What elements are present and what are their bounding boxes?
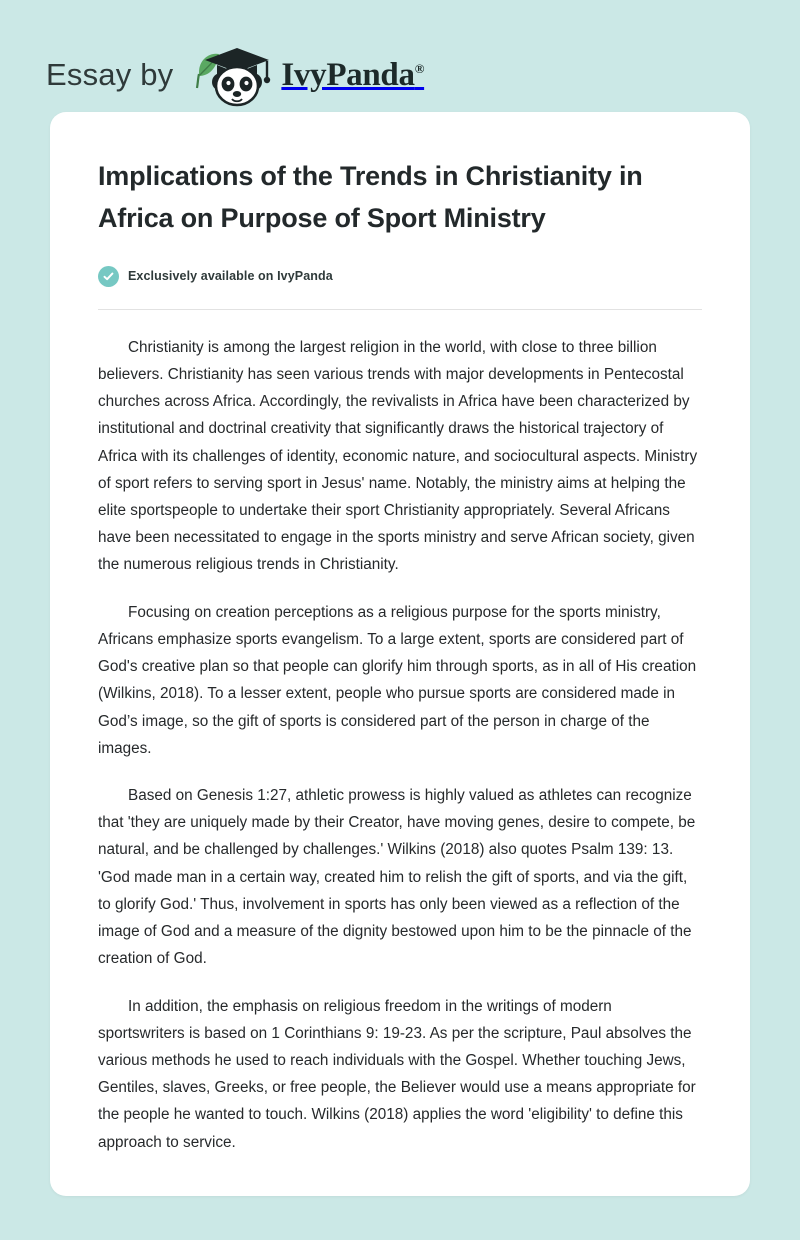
divider	[98, 309, 702, 310]
essay-body	[98, 334, 702, 1156]
paragraph: Christianity is among the largest religion in the world, with close to three billion believers. Christianity has seen various trends with major developments in Pentecostal churches across Africa. Accordingly, the revivalists in Africa have been characterized by institutional and doctrinal creativity that significantly draws the historical trajectory of Africa with its challenges of identity, economic nature, and sociocultural aspects. Ministry of sport refers to serving sport in Jesus' name. Notably, the ministry aims at helping the elite sportspeople to undertake their sport Christianity appropriately. Several Africans have been necessitated to engage in the sports ministry and serve African society, given the numerous religious trends in Christianity.	[98, 338, 698, 574]
brand-registered-mark: ®	[414, 60, 425, 76]
brand-name-text: IvyPanda	[281, 56, 415, 93]
status-badge-label: Exclusively available on IvyPanda	[128, 269, 333, 284]
ivypanda-logo-link[interactable]	[187, 42, 424, 108]
paragraph: In addition, the emphasis on religious freedom in the writings of modern sportswriters is based on 1 Corinthians 9: 19-23. As per the scripture, Paul absolves the various methods he used to reach individuals with the Gospel. Whether touching Jews, Gentiles, slaves, Greeks, or free people, the Believer would use a means appropriate for the people he wanted to touch. Wilkins (2018) applies the word 'eligibility' to define this approach to service.	[98, 997, 696, 1151]
check-circle-icon	[98, 266, 119, 287]
paragraph: Based on Genesis 1:27, athletic prowess is highly valued as athletes can recognize that 'they are uniquely made by their Creator, have moving genes, desire to compete, be natural, and be challenged by challenges.' Wilkins (2018) also quotes Psalm 139: 13. 'God made man in a certain way, created him to relish the gift of sports, and via the gift, to glorify God.' Thus, involvement in sports has only been viewed as a reflection of the image of God and a measure of the dignity bestowed upon him to be the pinnacle of the creation of God.	[98, 786, 696, 968]
page-title: Implications of the Trends in Christianity in Africa on Purpose of Sport Ministry	[98, 161, 643, 233]
brand-name-label	[281, 56, 425, 93]
panda-graduate-logo-icon	[187, 42, 279, 108]
brand-prefix-label: Essay by	[46, 57, 174, 92]
exclusive-badge	[98, 266, 702, 287]
brand-header	[0, 0, 800, 112]
paragraph: Focusing on creation perceptions as a religious purpose for the sports ministry, Africans emphasize sports evangelism. To a large extent, sports are considered part of God's creative plan so that people can glorify him through sports, as in all of His creation (Wilkins, 2018). To a lesser extent, people who pursue sports are considered made in God’s image, so the gift of sports is considered part of the person in charge of the images.	[98, 603, 697, 757]
essay-card	[50, 112, 750, 1196]
